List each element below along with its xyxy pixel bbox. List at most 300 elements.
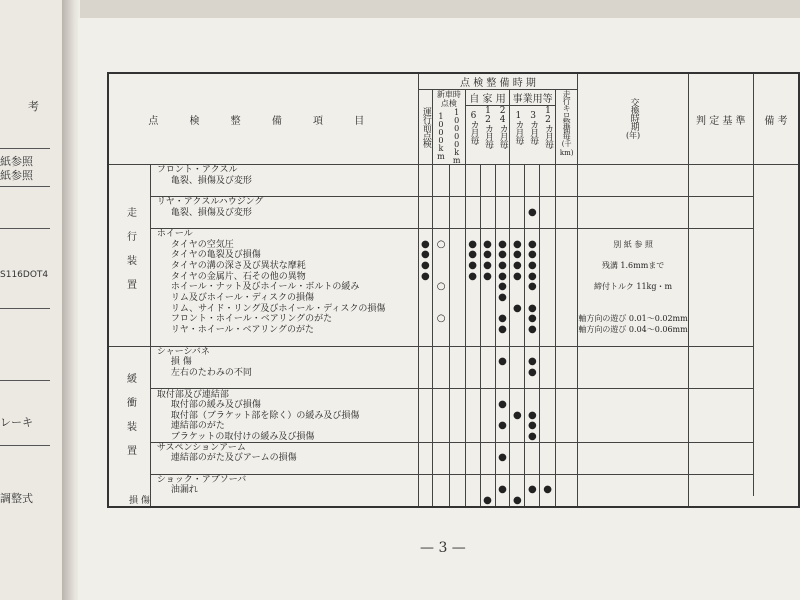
item-label: 亀裂、損傷及び変形: [150, 207, 418, 218]
schedule-mark: ●: [418, 239, 433, 250]
schedule-mark: ●: [495, 421, 510, 432]
schedule-mark: [540, 325, 556, 336]
schedule-mark: [418, 346, 433, 357]
schedule-mark: [540, 229, 556, 240]
criteria-note: [578, 197, 688, 208]
remarks-cell: [688, 197, 753, 208]
criteria-note: [578, 464, 688, 475]
schedule-mark: [450, 400, 465, 411]
schedule-mark: [450, 368, 465, 379]
schedule-mark: [465, 421, 480, 432]
schedule-mark: [433, 389, 450, 400]
schedule-mark: [525, 293, 540, 304]
schedule-mark: [418, 293, 433, 304]
schedule-mark: [465, 389, 480, 400]
criteria-note: [578, 250, 688, 261]
remarks-cell: [688, 325, 753, 336]
schedule-mark: ●: [418, 271, 433, 282]
schedule-mark: [433, 175, 450, 186]
replace-header: 交換時期 (年): [578, 73, 688, 165]
criteria-note: [578, 229, 688, 240]
schedule-mark: [450, 346, 465, 357]
schedule-mark: [540, 207, 556, 218]
schedule-mark: ●: [525, 207, 540, 218]
schedule-mark: [418, 207, 433, 218]
facing-page-label: 紙参照: [0, 155, 33, 168]
schedule-mark: [418, 368, 433, 379]
table-row: [108, 271, 799, 282]
schedule-mark: [465, 485, 480, 496]
criteria-note: [555, 496, 578, 507]
schedule-mark: [418, 453, 433, 464]
item-group: シャーシバネ: [150, 346, 418, 357]
replace-cell: [540, 496, 556, 507]
remarks-cell: [688, 250, 753, 261]
remarks-cell: [688, 175, 753, 186]
remarks-cell: [688, 453, 753, 464]
schedule-mark: [450, 442, 465, 453]
schedule-mark: [450, 282, 465, 293]
table-row: [108, 175, 799, 186]
item-group: ショック・アブソーバ: [150, 474, 418, 485]
schedule-mark: [480, 303, 495, 314]
schedule-mark: [418, 485, 433, 496]
schedule-mark: [465, 218, 480, 229]
schedule-mark: [540, 389, 556, 400]
schedule-mark: [418, 197, 433, 208]
schedule-mark: [495, 464, 510, 475]
schedule-mark: [510, 207, 525, 218]
schedule-mark: [465, 229, 480, 240]
schedule-mark: [480, 389, 495, 400]
schedule-mark: [510, 453, 525, 464]
schedule-mark: [450, 261, 465, 272]
schedule-mark: [495, 218, 510, 229]
daily-header: 運行前点検: [418, 90, 433, 165]
schedule-mark: ●: [495, 261, 510, 272]
category-label: 走行装置: [108, 165, 150, 347]
schedule-mark: [465, 432, 480, 443]
business-use-header: 事業用等 1カ月毎 3カ月毎 12カ月毎: [510, 90, 555, 165]
schedule-mark: [418, 218, 433, 229]
category-label: 緩衝装置: [108, 346, 150, 496]
replace-cell: [555, 389, 578, 400]
schedule-mark: [433, 197, 450, 208]
table-row: [108, 410, 799, 421]
criteria-note: [578, 410, 688, 421]
criteria-note: 残溝 1.6mmまで: [578, 261, 688, 272]
table-row: [108, 346, 799, 357]
remarks-cell: [688, 378, 753, 389]
schedule-mark: [480, 325, 495, 336]
criteria-note: [578, 165, 688, 176]
mileage-header: 走行キロ整備毎 (千km): [555, 90, 578, 165]
remarks-cell: [688, 432, 753, 443]
schedule-mark: [433, 432, 450, 443]
schedule-mark: ●: [495, 325, 510, 336]
facing-page-label: レーキ: [0, 416, 33, 429]
schedule-mark: [510, 314, 525, 325]
schedule-mark: [450, 218, 465, 229]
schedule-mark: ●: [525, 314, 540, 325]
schedule-mark: [418, 442, 433, 453]
schedule-mark: [433, 474, 450, 485]
schedule-mark: [540, 293, 556, 304]
schedule-mark: [525, 464, 540, 475]
criteria-note: [578, 175, 688, 186]
schedule-mark: [540, 464, 556, 475]
schedule-mark: [510, 464, 525, 475]
schedule-mark: [495, 368, 510, 379]
remarks-cell: [688, 474, 753, 485]
remarks-cell: [688, 293, 753, 304]
schedule-mark: [540, 442, 556, 453]
schedule-mark: [480, 442, 495, 453]
schedule-mark: [433, 346, 450, 357]
schedule-mark: [450, 378, 465, 389]
item-label: リヤ・ホイール・ベアリングのがた: [150, 325, 418, 336]
schedule-mark: ○: [433, 239, 450, 250]
item-label: 損 傷: [150, 357, 418, 368]
schedule-mark: [450, 474, 465, 485]
schedule-mark: [418, 175, 433, 186]
schedule-mark: [480, 400, 495, 411]
criteria-note: [578, 186, 688, 197]
schedule-mark: [465, 464, 480, 475]
schedule-mark: [418, 165, 433, 176]
schedule-mark: [433, 186, 450, 197]
schedule-mark: [510, 165, 525, 176]
schedule-mark: [510, 293, 525, 304]
criteria-note: [578, 336, 688, 347]
schedule-mark: [540, 250, 556, 261]
schedule-mark: [450, 271, 465, 282]
schedule-mark: [510, 442, 525, 453]
schedule-mark: ●: [525, 261, 540, 272]
schedule-mark: [540, 261, 556, 272]
schedule-mark: [465, 368, 480, 379]
schedule-mark: [510, 325, 525, 336]
schedule-mark: [525, 389, 540, 400]
schedule-mark: ●: [465, 239, 480, 250]
schedule-mark: ●: [495, 453, 510, 464]
replace-cell: [555, 271, 578, 282]
schedule-mark: ●: [510, 261, 525, 272]
replace-cell: [555, 282, 578, 293]
item-label: タイヤの溝の深さ及び異状な摩耗: [150, 261, 418, 272]
table-row: [108, 261, 799, 272]
replace-cell: [555, 325, 578, 336]
remarks-cell: [688, 389, 753, 400]
item-label: 損 傷: [108, 496, 150, 507]
remarks-cell: [688, 303, 753, 314]
schedule-mark: [495, 432, 510, 443]
table-row: [108, 421, 799, 432]
maintenance-table: [107, 72, 800, 508]
schedule-mark: [480, 293, 495, 304]
schedule-mark: [450, 197, 465, 208]
schedule-mark: [465, 165, 480, 176]
table-row: [108, 303, 799, 314]
schedule-mark: [495, 229, 510, 240]
schedule-mark: [418, 400, 433, 411]
schedule-mark: [433, 218, 450, 229]
schedule-mark: ●: [495, 293, 510, 304]
schedule-mark: ●: [525, 485, 540, 496]
table-row: [108, 389, 799, 400]
table-row: [108, 432, 799, 443]
item-label: [150, 336, 418, 347]
replace-cell: [555, 357, 578, 368]
schedule-mark: [480, 175, 495, 186]
table-title: 点 検 整 備 項 目: [108, 73, 418, 165]
schedule-mark: ●: [418, 261, 433, 272]
schedule-mark: [418, 314, 433, 325]
remarks-cell: [688, 282, 753, 293]
item-label: 連結部のがた: [150, 421, 418, 432]
schedule-mark: [480, 432, 495, 443]
schedule-mark: [540, 421, 556, 432]
schedule-mark: [480, 474, 495, 485]
schedule-mark: [480, 368, 495, 379]
table-row: [108, 357, 799, 368]
schedule-mark: [540, 282, 556, 293]
item-label: 取付部（ブラケット部を除く）の緩み及び損傷: [150, 410, 418, 421]
remarks-cell: [688, 207, 753, 218]
schedule-mark: [510, 474, 525, 485]
table-row: [108, 250, 799, 261]
item-group: サスペンションアーム: [150, 442, 418, 453]
remarks-cell: [688, 218, 753, 229]
item-group: リヤ・アクスルハウジング: [150, 197, 418, 208]
table-row: [108, 368, 799, 379]
schedule-mark: [450, 357, 465, 368]
replace-cell: [555, 197, 578, 208]
schedule-mark: [480, 453, 495, 464]
schedule-mark: [510, 432, 525, 443]
schedule-mark: [510, 229, 525, 240]
table-row: [108, 496, 799, 507]
schedule-mark: ●: [495, 250, 510, 261]
schedule-mark: [465, 357, 480, 368]
schedule-mark: ●: [465, 271, 480, 282]
criteria-note: [578, 485, 688, 496]
schedule-mark: [495, 378, 510, 389]
schedule-mark: [418, 186, 433, 197]
schedule-mark: [418, 410, 433, 421]
remarks-cell: [688, 485, 753, 496]
replace-cell: [555, 474, 578, 485]
item-label: [150, 378, 418, 389]
schedule-mark: [418, 357, 433, 368]
item-label: ブラケットの取付けの緩み及び損傷: [150, 432, 418, 443]
schedule-mark: [540, 400, 556, 411]
schedule-mark: [465, 346, 480, 357]
replace-cell: [555, 165, 578, 176]
schedule-mark: [433, 357, 450, 368]
schedule-mark: ●: [510, 250, 525, 261]
item-label: [150, 218, 418, 229]
schedule-mark: ●: [495, 314, 510, 325]
schedule-mark: [480, 410, 495, 421]
schedule-mark: [480, 186, 495, 197]
schedule-mark: [540, 410, 556, 421]
item-label: 連結部のがた及びアームの損傷: [150, 453, 418, 464]
schedule-mark: [150, 496, 418, 507]
schedule-mark: [510, 421, 525, 432]
criteria-note: [578, 346, 688, 357]
schedule-mark: [480, 357, 495, 368]
table-row: [108, 442, 799, 453]
schedule-mark: ●: [525, 357, 540, 368]
schedule-mark: [510, 197, 525, 208]
facing-page-label: S116DOT4: [0, 270, 49, 280]
schedule-mark: ●: [525, 421, 540, 432]
schedule-mark: [433, 229, 450, 240]
schedule-mark: [433, 442, 450, 453]
schedule-mark: [540, 165, 556, 176]
schedule-mark: ●: [525, 432, 540, 443]
schedule-mark: [510, 175, 525, 186]
schedule-mark: [433, 207, 450, 218]
schedule-mark: [525, 378, 540, 389]
schedule-mark: [450, 175, 465, 186]
schedule-mark: ●: [525, 410, 540, 421]
item-group: 取付部及び連結部: [150, 389, 418, 400]
schedule-mark: [540, 186, 556, 197]
replace-cell: [555, 421, 578, 432]
schedule-mark: [480, 165, 495, 176]
schedule-mark: ●: [525, 250, 540, 261]
schedule-mark: [525, 218, 540, 229]
replace-cell: [555, 207, 578, 218]
schedule-mark: [450, 165, 465, 176]
remarks-cell: [688, 421, 753, 432]
replace-cell: [555, 368, 578, 379]
schedule-mark: [433, 453, 450, 464]
schedule-mark: [465, 496, 480, 507]
schedule-mark: [495, 496, 510, 507]
schedule-mark: ●: [465, 250, 480, 261]
table-row: [108, 378, 799, 389]
schedule-mark: [510, 389, 525, 400]
schedule-mark: [510, 218, 525, 229]
schedule-mark: [450, 293, 465, 304]
schedule-mark: ●: [465, 261, 480, 272]
new-car-header: 新車時点検 1000km 10000km: [433, 90, 466, 165]
schedule-mark: [495, 165, 510, 176]
remarks-cell: [688, 229, 753, 240]
schedule-mark: [433, 261, 450, 272]
criteria-note: [578, 474, 688, 485]
table-row: [108, 485, 799, 496]
criteria-note: 締付トルク 11kg・m: [578, 282, 688, 293]
replace-cell: [555, 293, 578, 304]
criteria-note: [578, 421, 688, 432]
item-group: フロント・アクスル: [150, 165, 418, 176]
schedule-mark: [540, 218, 556, 229]
criteria-note: [578, 400, 688, 411]
schedule-mark: [465, 282, 480, 293]
schedule-mark: [433, 250, 450, 261]
schedule-mark: [480, 464, 495, 475]
schedule-mark: [465, 336, 480, 347]
schedule-mark: [433, 368, 450, 379]
replace-cell: [555, 303, 578, 314]
replace-cell: [555, 175, 578, 186]
replace-cell: [555, 229, 578, 240]
schedule-mark: [450, 325, 465, 336]
item-label: リム及びホイール・ディスクの損傷: [150, 293, 418, 304]
schedule-mark: [540, 303, 556, 314]
schedule-mark: [480, 218, 495, 229]
schedule-mark: [495, 186, 510, 197]
schedule-mark: [540, 432, 556, 443]
schedule-mark: ●: [525, 368, 540, 379]
page-number: — 3 —: [420, 540, 466, 556]
remarks-cell: [688, 400, 753, 411]
schedule-mark: [433, 410, 450, 421]
schedule-mark: [418, 496, 433, 507]
schedule-mark: ●: [495, 357, 510, 368]
schedule-mark: [525, 186, 540, 197]
schedule-mark: [480, 378, 495, 389]
schedule-mark: [450, 314, 465, 325]
schedule-mark: [465, 186, 480, 197]
schedule-mark: [525, 496, 540, 507]
schedule-mark: [480, 197, 495, 208]
replace-cell: [555, 432, 578, 443]
schedule-mark: [525, 336, 540, 347]
remarks-cell: [688, 261, 753, 272]
facing-page-label: 調整式: [0, 492, 33, 505]
item-label: リム、サイド・リング及びホイール・ディスクの損傷: [150, 303, 418, 314]
criteria-note: [578, 293, 688, 304]
remarks-cell: [688, 239, 753, 250]
schedule-mark: ●: [480, 271, 495, 282]
schedule-mark: [418, 303, 433, 314]
schedule-mark: [418, 336, 433, 347]
schedule-mark: [465, 474, 480, 485]
schedule-mark: [540, 378, 556, 389]
schedule-mark: ●: [525, 239, 540, 250]
schedule-mark: [418, 421, 433, 432]
schedule-mark: [465, 293, 480, 304]
schedule-mark: ●: [495, 282, 510, 293]
schedule-mark: [480, 336, 495, 347]
remarks-header: 備 考: [753, 73, 799, 165]
schedule-mark: [525, 165, 540, 176]
schedule-mark: [450, 229, 465, 240]
facing-page: [0, 0, 62, 600]
schedule-mark: [450, 453, 465, 464]
item-label: ホイール・ナット及びホイール・ボルトの緩み: [150, 282, 418, 293]
criteria-note: [578, 271, 688, 282]
schedule-mark: [465, 303, 480, 314]
item-label: 左右のたわみの不同: [150, 368, 418, 379]
table-row: [108, 239, 799, 250]
table-row: [108, 229, 799, 240]
schedule-mark: [480, 229, 495, 240]
schedule-mark: [495, 197, 510, 208]
schedule-mark: ●: [510, 410, 525, 421]
criteria-note: [578, 389, 688, 400]
schedule-mark: ●: [525, 325, 540, 336]
schedule-mark: [450, 239, 465, 250]
schedule-mark: [540, 314, 556, 325]
replace-cell: [555, 442, 578, 453]
schedule-mark: [465, 378, 480, 389]
